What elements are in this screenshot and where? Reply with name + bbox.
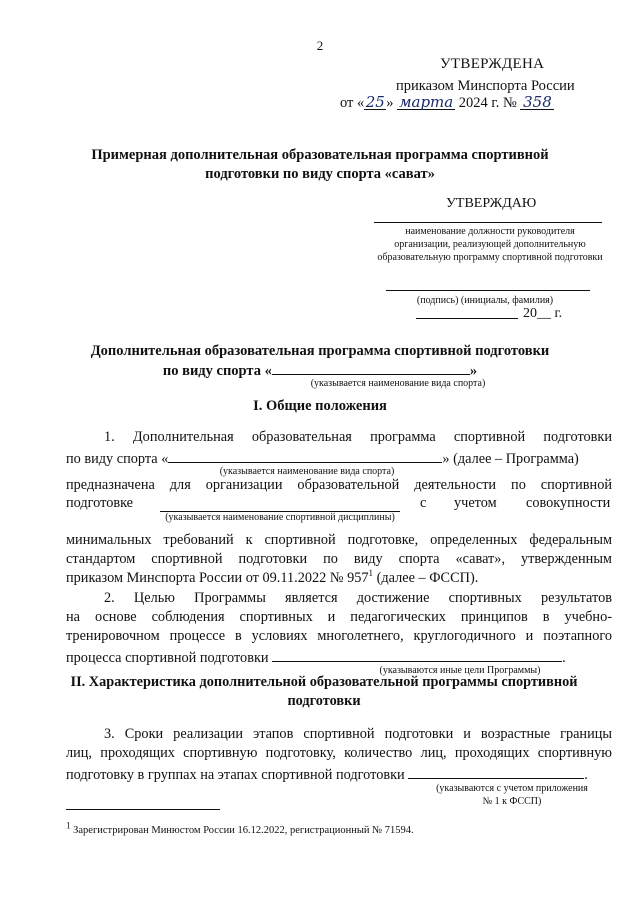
handwritten-number: 358 bbox=[520, 95, 554, 110]
head-caption-line1: наименование должности руководителя bbox=[405, 226, 575, 237]
para3-caption-line1: (указываются с учетом приложения bbox=[436, 783, 588, 794]
para1-line3: предназначена для организации образовательной деятельности по спортивной bbox=[66, 477, 612, 493]
date-prefix: от « bbox=[340, 95, 365, 111]
para2-line1: 2. Целью Программы является достижение спортивных результатов bbox=[104, 590, 612, 606]
para2-caption: (указываются иные цели Программы) bbox=[379, 665, 541, 676]
signature-line bbox=[386, 290, 590, 291]
para1-line4-word3: учетом bbox=[454, 495, 497, 511]
program-title-suffix: » bbox=[469, 363, 478, 379]
footnote bbox=[66, 820, 414, 836]
para3-caption bbox=[412, 782, 612, 808]
para3-blank bbox=[408, 764, 584, 779]
section2-heading bbox=[66, 673, 582, 711]
page-number: 2 bbox=[316, 38, 324, 53]
para1-sport-blank bbox=[168, 448, 442, 463]
sport-name-caption: (указывается наименование вида спорта) bbox=[310, 378, 486, 389]
program-title bbox=[60, 342, 580, 380]
approval-date-line bbox=[340, 95, 554, 112]
para3-line3-suffix: . bbox=[584, 767, 588, 783]
para3-line3-prefix: подготовку в группах на этапах спортивной подготовки bbox=[66, 767, 405, 783]
handwritten-month: марта bbox=[399, 93, 454, 111]
para1-line7 bbox=[66, 570, 478, 587]
para2-line3: тренировочном процессе в условиях многолетнего, круглогодичного и поэтапного bbox=[66, 628, 612, 644]
approve-year: 20__ г. bbox=[523, 306, 563, 321]
head-caption-line2: организации, реализующей дополнительную bbox=[394, 239, 586, 250]
footnote-separator bbox=[66, 809, 220, 810]
document-title bbox=[60, 146, 580, 184]
para1-caption2: (указывается наименование спортивной дисциплины) bbox=[165, 512, 395, 523]
head-position-caption bbox=[370, 225, 610, 264]
para3-line1: 3. Сроки реализации этапов спортивной подготовки и возрастные границы bbox=[104, 726, 612, 742]
para1-line7-b: (далее – ФССП). bbox=[373, 570, 479, 586]
approve-label: УТВЕРЖДАЮ bbox=[446, 196, 537, 211]
para1-line2-suffix: » (далее – Программа) bbox=[442, 451, 579, 467]
section1-heading: I. Общие положения bbox=[253, 398, 387, 414]
para2-line2: на основе соблюдения спортивных и педагогических принципов в учебно- bbox=[66, 609, 612, 625]
date-mid: » bbox=[386, 95, 398, 111]
para3-caption-line2: № 1 к ФССП) bbox=[482, 796, 542, 807]
footnote-text: Зарегистрирован Минюстом России 16.12.2022, регистрационный № 71594. bbox=[70, 825, 414, 836]
para2-line4-prefix: процесса спортивной подготовки bbox=[66, 650, 269, 666]
section2-heading-line2: подготовки bbox=[287, 693, 361, 709]
para2-line4-suffix: . bbox=[562, 650, 566, 666]
document-title-line2: подготовки по виду спорта «сават» bbox=[205, 166, 435, 182]
document-title-line1: Примерная дополнительная образовательная программа спортивной bbox=[91, 147, 549, 163]
approval-title: УТВЕРЖДЕНА bbox=[440, 56, 545, 72]
para1-line5: минимальных требований к спортивной подготовке, определенных федеральным bbox=[66, 532, 612, 548]
head-caption-line3: образовательную программу спортивной подготовки bbox=[377, 252, 603, 263]
para3-line3 bbox=[66, 764, 588, 784]
handwritten-day: 25 bbox=[365, 93, 385, 111]
program-title-prefix: по виду спорта « bbox=[162, 363, 272, 379]
approval-order-line: приказом Минспорта России bbox=[396, 78, 575, 94]
footnote-number: 1 bbox=[66, 820, 71, 831]
para1-line4-word1: подготовке bbox=[66, 495, 134, 511]
para3-line2: лиц, проходящих спортивную подготовку, количество лиц, проходящих спортивную bbox=[66, 745, 612, 761]
para1-line4-word2: с bbox=[420, 495, 427, 511]
para2-goals-blank bbox=[272, 647, 562, 662]
para1-line4-word4: совокупности bbox=[526, 495, 611, 511]
para1-line6: стандартом спортивной подготовки по виду спорта «сават», утвержденным bbox=[66, 551, 612, 567]
footnote-mark: 1 bbox=[368, 568, 374, 579]
program-title-line1: Дополнительная образовательная программа спортивной подготовки bbox=[90, 343, 550, 359]
para1-line2-prefix: по виду спорта « bbox=[66, 451, 169, 467]
signature-caption: (подпись) (инициалы, фамилия) bbox=[416, 295, 554, 306]
para1-caption1: (указывается наименование вида спорта) bbox=[219, 466, 395, 477]
para1-line7-a: приказом Минспорта России от 09.11.2022 № 957 bbox=[66, 570, 369, 586]
head-position-line bbox=[374, 222, 602, 223]
section2-heading-line1: II. Характеристика дополнительной образовательной программы спортивной bbox=[70, 674, 578, 690]
sport-name-blank bbox=[272, 360, 470, 375]
para1-line1: 1. Дополнительная образовательная программа спортивной подготовки bbox=[104, 429, 612, 445]
date-year: 2024 г. № bbox=[455, 95, 521, 111]
date-blank-line bbox=[416, 318, 518, 319]
